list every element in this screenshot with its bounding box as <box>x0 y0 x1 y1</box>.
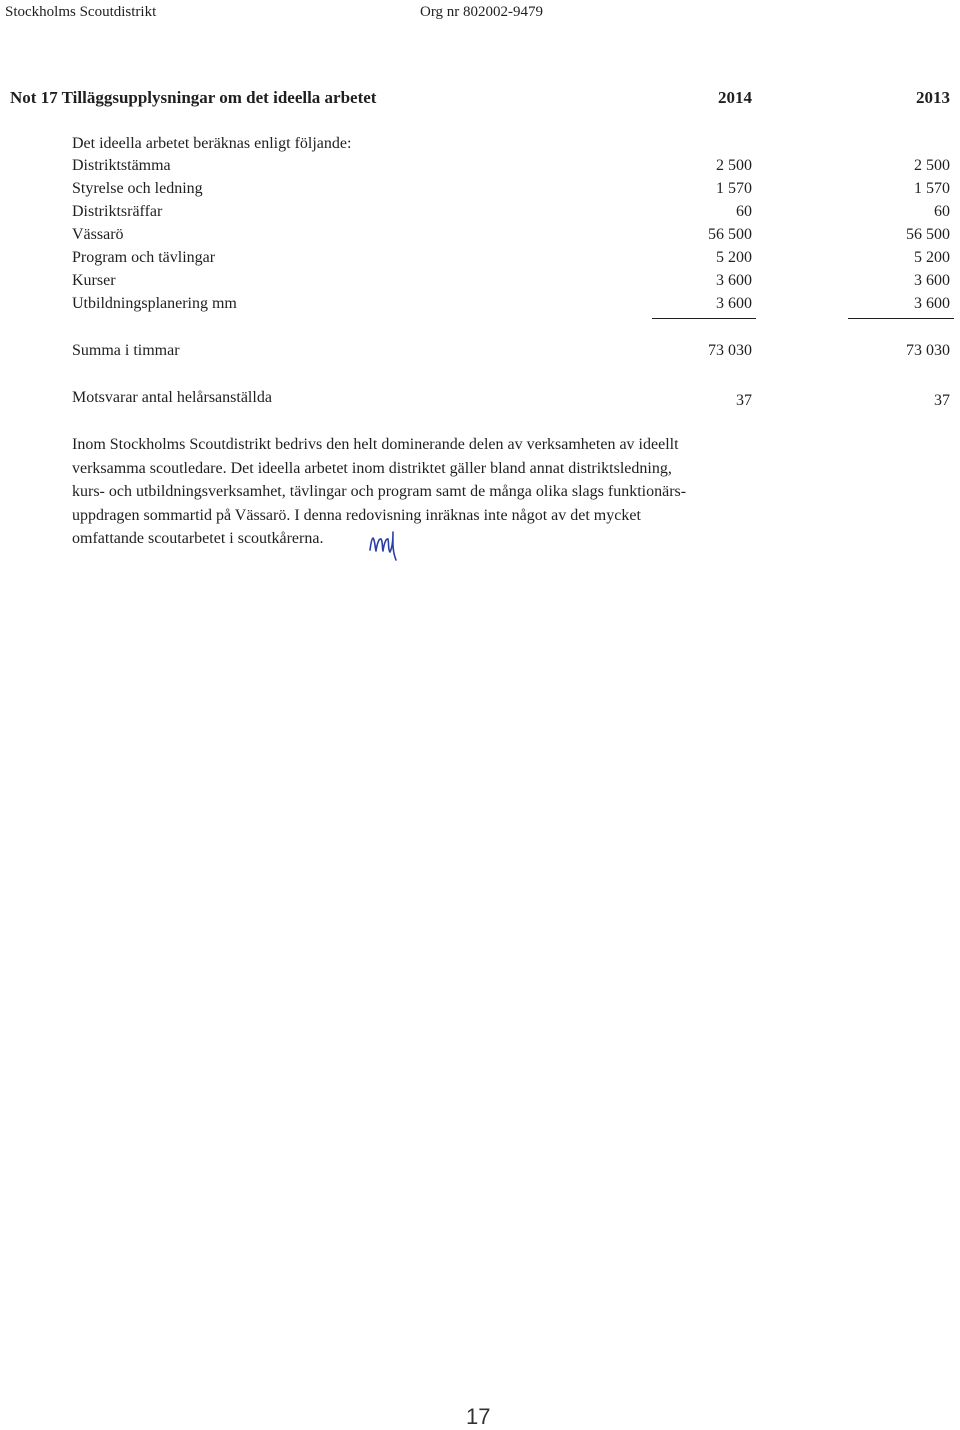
table-row <box>0 203 960 225</box>
fte-value-2014: 37 <box>736 392 752 409</box>
row-value-2013: 2 500 <box>914 157 950 174</box>
row-label: Distriktsräffar <box>72 203 163 220</box>
fte-row <box>0 389 960 411</box>
column-header-2013: 2013 <box>916 88 950 107</box>
row-label: Styrelse och ledning <box>72 180 203 197</box>
row-value-2013: 3 600 <box>914 295 950 312</box>
paragraph-line: verksamma scoutledare. Det ideella arbetet inom distriktet gäller bland annat distriktsledning, <box>72 459 672 477</box>
row-value-2014: 1 570 <box>716 180 752 197</box>
row-value-2014: 5 200 <box>716 249 752 266</box>
row-value-2014: 56 500 <box>708 226 752 243</box>
subtotal-rule-2013 <box>848 318 954 319</box>
row-label: Distriktstämma <box>72 157 171 174</box>
row-label: Program och tävlingar <box>72 249 216 266</box>
row-value-2013: 60 <box>934 203 950 220</box>
page-number: 17 <box>466 1404 491 1429</box>
column-header-2014: 2014 <box>718 88 752 107</box>
paragraph-line: omfattande scoutarbetet i scoutkårerna. <box>72 530 324 547</box>
row-label: Vässarö <box>72 226 124 243</box>
row-label: Kurser <box>72 272 116 289</box>
fte-label: Motsvarar antal helårsanställda <box>72 389 272 406</box>
table-row <box>0 295 960 317</box>
organization-number: Org nr 802002-9479 <box>420 4 544 20</box>
table-row <box>0 249 960 271</box>
explanatory-paragraph <box>72 433 812 551</box>
row-value-2014: 2 500 <box>716 157 752 174</box>
fte-value-2013: 37 <box>934 392 950 409</box>
table-row <box>0 180 960 202</box>
total-label: Summa i timmar <box>72 342 180 359</box>
subtotal-rule-2014 <box>652 318 756 319</box>
paragraph-line: kurs- och utbildningsverksamhet, tävlingar och program samt de många olika slags funktionärs- <box>72 483 687 500</box>
handwritten-initials-icon <box>366 526 400 562</box>
row-value-2013: 56 500 <box>906 226 950 243</box>
table-row <box>0 157 960 179</box>
table-row <box>0 226 960 248</box>
paragraph-line: Inom Stockholms Scoutdistrikt bedrivs den helt dominerande delen av verksamheten av ideellt <box>72 436 679 453</box>
total-row <box>0 342 960 364</box>
total-value-2014: 73 030 <box>708 342 752 359</box>
row-value-2014: 60 <box>736 203 752 220</box>
organization-name: Stockholms Scoutdistrikt <box>5 4 157 20</box>
row-value-2014: 3 600 <box>716 295 752 312</box>
row-value-2013: 5 200 <box>914 249 950 266</box>
row-value-2014: 3 600 <box>716 272 752 289</box>
row-value-2013: 3 600 <box>914 272 950 289</box>
paragraph-line: uppdragen sommartid på Vässarö. I denna redovisning inräknas inte något av det mycket <box>72 506 641 524</box>
intro-text: Det ideella arbetet beräknas enligt följande: <box>72 135 352 152</box>
total-value-2013: 73 030 <box>906 342 950 359</box>
row-value-2013: 1 570 <box>914 180 950 197</box>
row-label: Utbildningsplanering mm <box>72 295 237 312</box>
table-row <box>0 272 960 294</box>
note-title: Not 17 Tilläggsupplysningar om det ideella arbetet <box>10 88 377 107</box>
